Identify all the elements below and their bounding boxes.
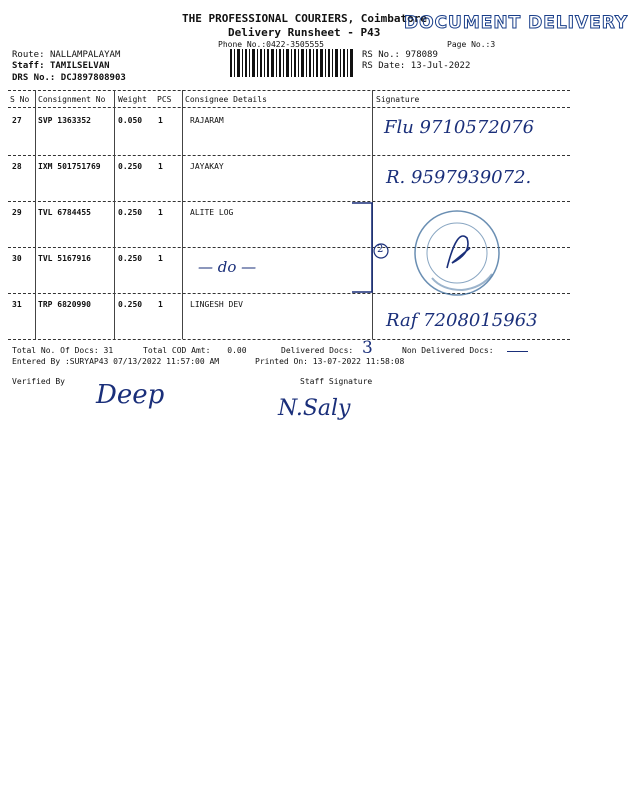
row-sno: 29 [12,208,22,217]
row-consignment: TVL 6784455 [38,208,91,217]
delivered-docs-count: 3 [362,338,373,358]
bracket-number: 2 [377,244,384,255]
drs-value: DCJ897808903 [60,73,126,83]
row-consignee: ALITE LOG [190,208,234,217]
col-header-pcs: PCS [157,95,172,104]
row-weight: 0.250 [118,300,143,309]
handwritten-signature-row31: Raf 7208015963 [386,310,538,331]
row-consignment: IXM 501751769 [38,162,101,171]
page-number: Page No.:3 [447,40,496,49]
rs-number-label: RS No.: [362,50,400,60]
row-pcs: 1 [158,162,163,171]
row-divider [8,201,570,202]
total-docs-label: Total No. Of Docs: [12,346,99,355]
row-weight: 0.250 [118,162,143,171]
rs-number-line [362,50,438,60]
row-divider [8,155,570,156]
total-cod [143,346,247,355]
table-header-rule [8,107,570,108]
row-consignee: JAYAKAY [190,162,224,171]
table-bottom-rule [8,339,570,340]
total-cod-value: 0.00 [227,346,247,355]
verified-by-label: Verified By [12,377,65,386]
non-delivered-docs-label: Non Delivered Docs: [402,346,494,355]
col-header-sno: S No [10,95,30,104]
printed-on: Printed On: 13-07-2022 11:58:08 [255,357,405,366]
row-sno: 28 [12,162,22,171]
col-header-consignment: Consignment No [38,95,106,104]
runsheet-title: Delivery Runsheet - P43 [228,26,381,39]
column-divider [35,90,36,339]
row-consignee: LINGESH DEV [190,300,243,309]
staff-signature-mark: N.Saly [278,396,351,421]
drs-label: DRS No.: [12,73,56,83]
route-value: NALLAMPALAYAM [49,50,121,60]
handwritten-signature-row28: R. 9597939072. [386,167,532,188]
rs-date-value: 13-Jul-2022 [410,61,471,71]
column-divider [114,90,115,339]
col-header-weight: Weight [118,95,147,104]
barcode-image [230,49,355,77]
company-name: THE PROFESSIONAL COURIERS, Coimbatore [182,12,428,25]
row-sno: 30 [12,254,22,263]
total-docs-value: 31 [103,346,114,355]
route-label: Route: [12,50,45,60]
staff-signature-label: Staff Signature [300,377,373,386]
document-delivery-stamp: DOCUMENT DELIVERY [404,13,628,33]
row-weight: 0.050 [118,116,143,125]
row-sno: 31 [12,300,22,309]
row-pcs: 1 [158,208,163,217]
row-consignment: TVL 5167916 [38,254,91,263]
handwritten-signature-row27: Flu 9710572076 [384,117,535,138]
bracket-mark [350,200,390,296]
row-pcs: 1 [158,254,163,263]
route-line [12,50,120,60]
phone-number: Phone No.:0422-3505555 [218,40,324,49]
rs-number-value: 978089 [405,50,438,60]
total-cod-label: Total COD Amt: [143,346,211,355]
rs-date-line [362,61,470,71]
row-sno: 27 [12,116,22,125]
col-header-consignee: Consignee Details [185,95,267,104]
total-docs [12,346,113,355]
column-divider [182,90,183,339]
row-consignee: RAJARAM [190,116,224,125]
table-top-rule [8,90,570,91]
delivered-docs-label: Delivered Docs: [281,346,354,355]
handwritten-ditto-mark: — do — [198,258,257,276]
row-consignment: SVP 1363352 [38,116,91,125]
row-consignment: TRP 6820990 [38,300,91,309]
drs-line [12,73,126,83]
row-pcs: 1 [158,116,163,125]
entered-by: Entered By :SURYAP43 07/13/2022 11:57:00 AM [12,357,220,366]
col-header-signature: Signature [376,95,420,104]
row-weight: 0.250 [118,254,143,263]
staff-value: TAMILSELVAN [49,61,110,71]
row-pcs: 1 [158,300,163,309]
row-weight: 0.250 [118,208,143,217]
verified-by-signature: Deep [96,380,165,410]
staff-label: Staff: [12,61,45,71]
staff-line [12,61,110,71]
non-delivered-dash [507,351,528,352]
rs-date-label: RS Date: [362,61,406,71]
round-seal-stamp [412,208,502,298]
